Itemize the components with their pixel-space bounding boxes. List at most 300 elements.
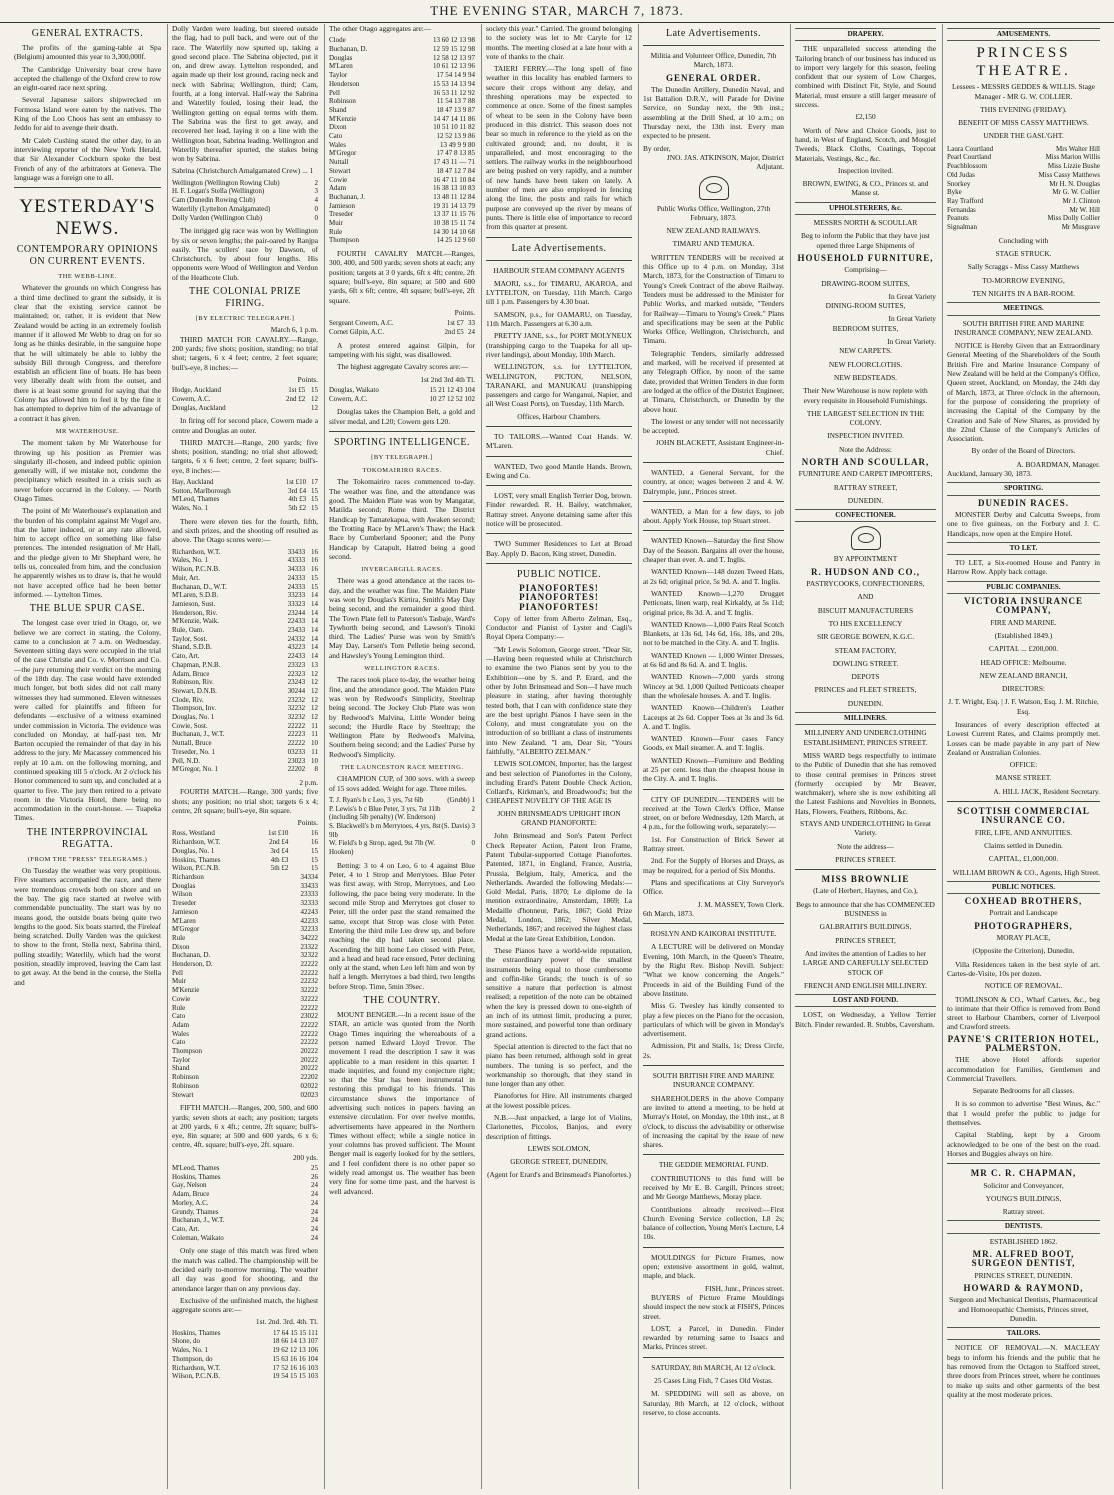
table-cell-name: Clode, Riv. — [172, 695, 204, 704]
race-row — [329, 796, 475, 805]
table-cell-value: 12 — [311, 394, 318, 403]
score-row — [172, 739, 318, 748]
score-row — [329, 202, 475, 211]
score-row — [172, 687, 318, 696]
score-row — [172, 1064, 318, 1073]
result-line: Sabrina (Christchurch Amalgamated Crew) ... 1 — [172, 166, 314, 176]
princess-theatre-heading: PRINCESS THEATRE. — [976, 45, 1071, 80]
table-cell-value: 3rd £4 — [288, 486, 307, 495]
score-row — [172, 609, 318, 618]
table-cell-name: P. Lewis's b c Blue Peter, 3 yrs, 7st 11lb (including 5lb penalty) (W. Enderson) — [329, 804, 441, 822]
advert: WANTED Known—Furniture and Bedding at 25 per cent. less than the cheapest house in the City. A. and T. Inglis. — [643, 755, 784, 784]
table-cell-value — [254, 969, 289, 978]
table-cell-value: 14 — [311, 608, 318, 617]
table-cell-value: 34222 — [300, 933, 318, 942]
table-cell-name: Treseder — [329, 210, 354, 219]
table-cell-value: 33233 — [287, 591, 306, 600]
score-row — [172, 1012, 318, 1021]
divider — [14, 187, 161, 188]
table-cell-name: Cowern, A.C. — [172, 394, 211, 403]
table-cell-value — [254, 951, 289, 960]
drawing-suites: DRAWING-ROOM SUITES, — [821, 278, 910, 288]
table-cell-name: Henderson, D. — [172, 960, 213, 969]
table-cell-value: 1st £10 — [268, 829, 289, 838]
score-row — [329, 106, 475, 115]
score-row — [172, 899, 318, 908]
table-cell-name: Douglas, No. 1 — [172, 846, 215, 855]
table-cell-name: Signalman — [947, 223, 977, 232]
table-cell-value: 26 — [311, 1172, 318, 1181]
score-row — [172, 1355, 318, 1364]
table-cell-name: Cato — [329, 132, 343, 141]
dentists-category: DENTISTS. — [947, 1220, 1100, 1233]
article-text: MOUNT BENGER.—In a recent issue of the STAR, an article was quoted from the North Otago Times inquiring the whereabouts of a person named Edward Lloyd Trevor. The movement I read the description I saw it was applicable to a man resident in this quarter. I made inquiries, and found my conjecture right; so that the Star has been instrumental in restoring this prodigal to his friends. This circumstance shows the importance of advertising such notices in papers having an extensive circulation. For over twelve months, advertisements have appeared in the Northern Times without effect; while a single notice in your columns has proved sufficient. The Mount Benger mail is eagerly looked for by the settlers, and I feel confident there is no other paper so widely read amongst us. The weather has been very fine for some time past, and the harvest is well advanced. — [329, 1010, 475, 1196]
table-cell-name: Buchanan, J. — [329, 192, 365, 201]
score-row — [172, 395, 318, 404]
chapman-heading: MR C. R. CHAPMAN, — [970, 1168, 1077, 1179]
score-row — [172, 917, 318, 926]
boardman-sign: A. BOARDMAN, Manager. — [1016, 459, 1100, 469]
article-text: Douglas takes the Champion Belt, a gold and silver medal, and L20; Cowern gets L20. — [329, 407, 475, 426]
advert: TWO Summer Residences to Let at Broad Bay. Apply D. Bacon, King street, Dunedin. — [486, 539, 632, 558]
table-cell-value: 15 — [311, 386, 318, 395]
table-cell-name: Wilson — [172, 890, 192, 899]
table-cell-value — [254, 1056, 289, 1065]
table-cell-value: 1st £10 — [285, 478, 307, 487]
score-row — [172, 864, 318, 873]
table-cell-name: Pell — [172, 968, 183, 977]
column-1 — [10, 24, 165, 1489]
divider — [486, 563, 632, 564]
table-cell-value: (Grubb) 1 — [447, 795, 475, 804]
cast-row — [947, 171, 1100, 180]
score-row — [172, 565, 318, 574]
galbraith-line: GALBRAITH'S BUILDINGS, — [819, 922, 912, 932]
sale-date: SATURDAY, 8th MARCH, At 12 o'clock. — [651, 1362, 776, 1372]
table-cell-value: Mr W. Hill — [1069, 205, 1100, 214]
race-row — [329, 805, 475, 822]
advert: It is so common to advertise "Best Wines, &c." that I would prefer the public to judge for themselves. — [947, 1099, 1100, 1128]
table-cell-name: Jamieson, Sust. — [172, 599, 216, 608]
lessees-line: Lessees - MESSRS GEDDES & WILLIS. Stage Manager - MR G. W. COLLIER. — [952, 82, 1095, 101]
score-row — [172, 1208, 318, 1217]
table-cell-name: Wales, No. 1 — [172, 504, 208, 513]
score-row — [172, 386, 318, 395]
table-cell-value: 1st £7 — [446, 319, 464, 328]
head-office: HEAD OFFICE: Melbourne. — [980, 657, 1067, 667]
article-text: The highest aggregate Cavalry scores are:— — [337, 362, 469, 372]
table-cell-name: Thompson, Inv. — [172, 704, 217, 713]
cast-row — [947, 180, 1100, 189]
table-cell-value: 18 47 12 7 84 — [436, 166, 475, 175]
sbfm-heading: SOUTH BRITISH FIRE AND MARINE INSURANCE COMPANY. — [652, 1071, 775, 1090]
table-cell-name: M'Gregor — [172, 925, 200, 934]
table-cell-name: Hoskins, Thames — [172, 855, 221, 864]
table-cell-name: Wales, No. 1 — [172, 1346, 208, 1355]
meetings-category: MEETINGS. — [947, 302, 1100, 315]
advert: WANTED Known—Saturday the first Show Day of the Season. Bargains all over the house, cheaper than ever. A. and T. Inglis. — [643, 536, 784, 565]
table-cell-value — [254, 1021, 289, 1030]
steam-line: STEAM FACTORY, — [834, 645, 897, 655]
table-cell-value: 10 51 10 11 82 — [433, 123, 475, 132]
score-row — [329, 115, 475, 124]
ns-big: NORTH AND SCOULLAR, — [801, 456, 930, 467]
table-cell-name: Snorkey — [947, 179, 971, 188]
divider — [643, 1154, 784, 1155]
opinions-heading: CONTEMPORARY OPINIONS ON CURRENT EVENTS. — [16, 244, 159, 268]
table-cell-value: 17 — [311, 478, 318, 487]
table-cell-value — [254, 986, 289, 995]
table-cell-value: 24 — [311, 1190, 318, 1199]
pianofortes-heading: PIANOFORTES! PIANOFORTES! PIANOFORTES! — [519, 582, 599, 612]
article-text: Betting: 3 to 4 on Leo, 6 to 4 against Blue Peter, 4 to 1 Strop and Merrytoes. Blue Peter was first away, with Strop, Merrytoes, and Leo following, the pace being very moderate. In the second mile Strop and Merrytoes got closer to Peter, till the order past the stand remained the same, except that Strop was close with Peter. Entering the third mile Leo drew up, and before reaching the dip had taken second place. Ascending the hill home Leo closed with Peter, and a head and head race ensued, Peter declining only at the stand, when Leo left him and won by half a length. Merrytoes a bad third, two lengths before Strop. Time, 5min 39sec. — [329, 860, 475, 991]
table-cell-value: 10 — [311, 739, 318, 748]
benefit-line: BENEFIT OF MISS CASSY MATTHEWS. — [958, 118, 1089, 128]
table-cell-name: Pell, N.D. — [172, 756, 200, 765]
table-cell-name: Shand, S.D.B. — [172, 643, 212, 652]
score-row — [329, 167, 475, 176]
score-row — [329, 184, 475, 193]
table-cell-value: 10 27 12 52 102 — [429, 394, 475, 403]
points-label: Points. — [297, 818, 318, 828]
advert: WANTED, Two good Mantle Hands. Brown, Ewing and Co. — [486, 461, 632, 480]
table-cell-name: M'Gregor — [329, 149, 357, 158]
table-cell-name: Richardson — [172, 873, 204, 881]
table-cell-value: 13 60 12 13 98 — [433, 36, 475, 45]
table-cell-value — [254, 1091, 289, 1100]
advert: BUYERS of Picture Frame Mouldings should inspect the new stock at FISH'S, Princes street. — [643, 1292, 784, 1321]
score-row — [172, 765, 318, 774]
advert: Capital Stabling, kept by a Groom acknowledged to be one of the best on the road. Horses and Buggies always on hire. — [947, 1130, 1100, 1158]
atkinson-sign: JNO. JAS. ATKINSON, Major, District Adjutant. — [666, 152, 784, 172]
table-cell-name: Cato — [172, 1012, 186, 1021]
table-cell-value: 30244 — [287, 686, 306, 695]
rattray-line: RATTRAY STREET, — [833, 482, 898, 492]
table-cell-value: 16 — [311, 556, 318, 565]
table-cell-value — [254, 960, 289, 969]
table-cell-value — [254, 908, 289, 917]
score-row — [172, 1173, 318, 1182]
table-cell-name: Cato, Art. — [172, 652, 200, 661]
table-cell-name: Adam, Bruce — [172, 669, 210, 678]
table-cell-value: 24 — [468, 327, 475, 336]
score-row — [172, 591, 318, 600]
table-cell-name: M'Gregor, No. 1 — [172, 765, 219, 774]
agg-header: 1st 2nd 3rd 4th Tl. — [420, 374, 475, 384]
table-cell-value: 15 — [311, 486, 318, 495]
advert: The Dunedin Artillery, Dunedin Naval, and 1st Battalion D.R.V., will Parade for Divine Service, on Sunday next, the 9th inst.; assembling at the Drill Shed, at 10 a.m.; on Thursday next, the 13th inst. Every man expected to be present. — [643, 84, 784, 141]
cast-table — [947, 145, 1100, 232]
score-row — [172, 757, 318, 766]
wellington-races-heading: WELLINGTON RACES. — [364, 665, 440, 673]
table-cell-name: M'Laren, S.D.B. — [172, 591, 219, 600]
regatta-results-table — [172, 179, 318, 223]
table-cell-value: 23323 — [287, 660, 306, 669]
table-cell-value: 14 — [311, 626, 318, 635]
article-text: On Tuesday the weather was very propitious. Five steamers accompanied the race, and there were tremendous crowds both on shore and on the bay. The gig race started at twelve with commendable punctuality. The start was by no means good, the outside boats being quite two lengths to the good. Six boats started, the Fireleaf being scratched. Dolly Varden was the quickest to show to the front, Stella next, Sabrina third, pulling steadily; Waterlily, which had the worst position, steadily improved, leaving the Cam last to get away. At the bend in the course, the Stella and — [14, 866, 161, 987]
article-text: Dolly Varden were leading, but steered outside the flag, had to pull back, and were out of the race. The Waterlily now spurted up, taking a good second place. The Sabrina objected, put it on, and drew away. Lyttelton responded, and again made up their lost ground, racing neck and neck with Sabrina; Wellington, third; Cam, fourth, at a long interval. Half-way the Sabrina and Waterlily fouled, losing their lead, the Wellington getting on equal terms with them. The Sabrina was the first to get away, and recovered her lead, laying it on a line with the Wellington boat, Sabrina leading. Wellington and Waterlily thereafter spurted, the stakes being won by Sabrina. — [172, 24, 318, 164]
table-cell-value: 22222 — [300, 1029, 318, 1038]
advert: Worth of New and Choice Goods, just to hand, in West of England, Scotch, and Mosgiel Tweeds, Black Cloths, Coatings, Topcoat Materials, Vestings, &c., &c. — [795, 125, 936, 163]
table-cell-value: 23433 — [287, 626, 306, 635]
table-cell-value: 20222 — [300, 1064, 318, 1073]
column-3 — [324, 24, 479, 1489]
stage-struck: STAGE STRUCK. — [995, 249, 1052, 259]
sporting-category: SPORTING. — [947, 482, 1100, 495]
score-row — [329, 97, 475, 106]
table-cell-value: 17 43 11 — 71 — [433, 158, 475, 167]
advert-sign: Offices, Harbour Chambers. — [517, 411, 601, 421]
advert: THE unparalleled success attending the Tailoring branch of our business has induced us to import very largely for this season, feeling confident that our system of Low Charges, combined with Distinct Fit, Style, and Sound Material, must ensure a still larger measure of success. — [795, 44, 936, 110]
table-cell-value: 13 37 11 15 76 — [433, 210, 475, 219]
blackett-sign: JOHN BLACKETT, Assistant Engineer-in-Chief. — [655, 438, 784, 457]
table-cell-value — [254, 1030, 289, 1039]
table-cell-name: Gay, Nelson — [172, 1181, 207, 1190]
lost-found-category: LOST AND FOUND. — [795, 994, 936, 1007]
brinsmead-heading: JOHN BRINSMEAD'S UPRIGHT IRON GRAND PIANOFORTE: — [497, 808, 621, 828]
dowling-line: DOWLING STREET. — [832, 658, 899, 668]
table-cell-value: 02023 — [300, 1090, 318, 1099]
cast-row — [947, 145, 1100, 154]
score-row — [329, 319, 475, 328]
score-row — [172, 977, 318, 986]
score-row — [172, 1199, 318, 1208]
princes-line: PRINCES STREET. — [835, 854, 896, 864]
crest-icon — [699, 176, 729, 200]
table-cell-value: 16 — [311, 547, 318, 556]
table-cell-name: Wales — [172, 1029, 189, 1038]
advert: WANTED Known—Four cases Fancy Goods, ex Mail steamer. A. and T. Inglis. — [643, 734, 784, 753]
advert: WANTED Known—Children's Leather Laceups at 2s 6d. Copper Toes at 3s and 3s 6d. A. and T. Inglis. — [643, 703, 784, 731]
table-cell-name: Wilson, P.C.N.B. — [172, 565, 220, 574]
table-cell-value: 11 — [311, 730, 318, 739]
table-cell-name: Nuttall, Bruce — [172, 739, 212, 748]
advert: MAORI, s.s., for TIMARU, AKAROA, and LYTTELTON, on Tuesday, 11th March. Cargo till 1 p.m. Passengers by 4.30 boat. — [486, 278, 632, 307]
table-cell-value: 15 53 14 13 94 — [433, 79, 475, 88]
score-row — [172, 1181, 318, 1190]
score-row — [172, 986, 318, 995]
table-cell-value: Mr H. N. Douglas — [1049, 179, 1100, 188]
table-cell-name: Ray Trafford — [947, 197, 984, 205]
advert: THE above Hotel affords superior accommodation for Families, Gentlemen and Commercial Travellers. — [947, 1055, 1100, 1083]
article-text: TAIERI FERRY.—The long spell of fine weather in this locality has enabled farmers to secure their crops without any delay, and threshing operations may be expected to commence at once. Some of the finest samples of wheat to be seen in the Colony have been produced in this district. This season does not bear so much in reference to the yield as on the cultivated ground; and, no doubt, it is unparalleled, and most encouraging to the settlers. The railway works in the neighbourhood are being pushed on very rapidly, and a number of new hands have been taken on lately. A number of men are also employed in fencing along the line, the posts and rails for which purpose are conveyed up the river by means of punts. There is little else of importance to record from this quarter at present. — [486, 64, 632, 232]
advert: WANTED, a General Servant, for the country, at once; wages between 2 and 4. W. Dalrymple, junr., Princes street. — [643, 467, 784, 496]
score-row — [172, 890, 318, 899]
table-cell-value — [254, 1012, 289, 1021]
tomorrow-line: TO-MORROW EVENING, — [982, 275, 1065, 285]
table-cell-value: 23022 — [300, 1012, 318, 1021]
general-extracts-heading: GENERAL EXTRACTS. — [31, 28, 144, 39]
milliners-category: MILLINERS. — [795, 712, 936, 725]
table-cell-value: 1st £5 — [288, 386, 306, 395]
table-cell-name: Clode — [329, 36, 346, 45]
score-row — [172, 556, 318, 565]
score-row — [172, 960, 318, 969]
advert: MISS WARD begs respectfully to intimate to the Public of Dunedin that she has removed to those central premises in Princes street (formerly occupied by Mr Beaver, watchmaker), where she is now exhibiting all the Latest Fashions and Novelties in Bonnets, Hats, Flowers, Feathers, Ribbons, &c. — [795, 750, 936, 816]
table-cell-name: Robinson, Riv. — [172, 678, 214, 687]
advert: Copy of letter from Alberto Zelman, Esq., Conductor and Pianist of Lyster and Cagli's Royal Opera Company:— — [486, 613, 632, 642]
table-cell-value: 24 — [311, 1181, 318, 1190]
score-row — [172, 1364, 318, 1373]
table-cell-value: 22202 — [300, 1073, 318, 1082]
invercargill-heading: INVERCARGILL RACES. — [361, 566, 443, 574]
table-cell-value — [270, 404, 305, 413]
table-cell-name: M'Laren — [329, 62, 353, 71]
table-cell-value: 43223 — [287, 643, 306, 652]
score-row — [172, 730, 318, 739]
new-floorcloths: NEW FLOORCLOTHS. — [828, 359, 903, 369]
divider — [486, 426, 632, 427]
table-cell-name: Hay, Auckland — [172, 478, 214, 487]
table-cell-name: S. Blackwell's b m Merrytoes, 4 yrs, 8st 9lb — [329, 822, 441, 839]
table-cell-name: Robinson — [172, 1073, 199, 1082]
webb-line-heading: THE WEBB-LINE. — [58, 273, 117, 281]
table-cell-name: Cam (Dunedin Rowing Club) — [172, 196, 256, 205]
table-cell-value — [254, 917, 289, 926]
table-cell-name: Dixon — [329, 123, 347, 132]
score-row — [172, 1038, 318, 1047]
cast-row — [947, 197, 1100, 206]
divider — [947, 801, 1100, 802]
lewis-agent: (Agent for Erard's and Brinsmead's Pianofortes.) — [487, 1170, 631, 1180]
article-text: The races took place to-day, the weather being fine, and the attendance good. The Maiden Plate was won by Redwood's Simplicity, Steeltrap being second. The Jockey Club Plate was won by Redwood's Malvina, Little Wonder being second; the Hurdle Race by Steeltrap; the Wellington Plate by Redwood's Malvina, Southern being second; and the Ladies' Purse by Redwood's Simplicity. — [329, 675, 475, 759]
score-row — [172, 1216, 318, 1225]
score-row — [172, 1164, 318, 1173]
score-row — [329, 328, 475, 337]
cavalry-aggregate-table — [329, 386, 475, 403]
table-cell-name: Peanuts — [947, 214, 969, 223]
table-cell-value: 34333 — [287, 565, 306, 574]
table-cell-value: 15 — [311, 864, 318, 873]
table-cell-value: 15 — [311, 582, 318, 591]
note-line: Note the Address: — [839, 444, 892, 454]
divider — [486, 237, 632, 238]
and-line: AND — [857, 592, 874, 602]
table-cell-name: Old Judas — [947, 170, 975, 179]
yards-label: 200 yds. — [292, 1152, 318, 1162]
score-row — [172, 908, 318, 917]
prize-table — [172, 386, 318, 412]
table-cell-name: Cowie, Sost. — [172, 721, 208, 730]
score-row — [329, 149, 475, 158]
new-bedsteads: NEW BEDSTEADS. — [833, 372, 898, 382]
french-line: FRENCH AND ENGLISH MILLINERY. — [803, 980, 928, 990]
table-cell-name: Buchanan, D. — [172, 951, 211, 960]
table-cell-name: Shand — [329, 105, 347, 114]
score-row — [172, 626, 318, 635]
table-cell-name: Stewart, D.N.B. — [172, 686, 217, 695]
table-cell-name: Peachblossom — [947, 162, 988, 171]
table-cell-value: 22232 — [300, 977, 318, 986]
advert: SAMSON, p.s., for OAMARU, on Tuesday, 11th March. Passengers at 6.30 a.m. — [486, 309, 632, 329]
race-row — [329, 839, 475, 856]
otago-scores-table — [172, 548, 318, 774]
advert: MONSTER Derby and Calcutta Sweeps, from one to five guineas, on the Forbury and J. C. Handicaps, now open at the Empire Hotel. — [947, 509, 1100, 538]
ns-heading: MESSRS NORTH & SCOULLAR — [813, 218, 918, 228]
table-cell-value — [254, 1073, 289, 1082]
table-cell-value — [254, 1064, 289, 1073]
table-cell-value: 32333 — [300, 899, 318, 908]
table-cell-name: Thompson — [329, 236, 359, 245]
advert: TO TAILORS.—Wanted Coat Hands. W. M'Laren. — [486, 431, 632, 451]
divider — [643, 45, 784, 46]
bedroom-suites: BEDROOM SUITES, — [832, 323, 899, 333]
table-cell-value: 12 58 12 13 97 — [433, 53, 475, 62]
result-row — [172, 196, 318, 205]
table-cell-value: 24 — [311, 1207, 318, 1216]
coxhead-heading: COXHEAD BROTHERS, — [964, 896, 1083, 907]
table-cell-name: Buchanan, D. — [329, 45, 368, 53]
variety: In Great Variety — [888, 314, 936, 324]
ns-intro: Beg to inform the Public that they have just opened three Large Shipments of — [801, 231, 930, 250]
this-evening: THIS EVENING (FRIDAY). — [980, 104, 1067, 114]
table-cell-value: 16 — [311, 565, 318, 574]
claims-line: Claims settled in Dunedin. — [984, 840, 1063, 850]
table-cell-name: Shand — [172, 1064, 190, 1073]
table-cell-name: Robinson — [329, 97, 356, 106]
table-cell-value: 0 — [471, 839, 475, 848]
rattray-line: Rattray street. — [1002, 1207, 1045, 1217]
royal-arms-icon — [851, 526, 881, 550]
table-cell-value: 13 — [311, 660, 318, 669]
scottish-heading: SCOTTISH COMMERCIAL INSURANCE CO. — [957, 806, 1090, 826]
score-row — [329, 193, 475, 202]
table-cell-value: 25 — [311, 1164, 318, 1173]
photographers-line: PHOTOGRAPHERS, — [974, 920, 1073, 931]
solicitor-line: Solicitor and Conveyancer, — [983, 1180, 1064, 1190]
masthead: THE EVENING STAR, MARCH 7, 1873. — [0, 0, 1114, 23]
table-cell-value: 03233 — [287, 747, 306, 756]
separate-line: Separate Bedrooms for all classes. — [972, 1086, 1075, 1096]
article-text: A protest entered against Gilpin, for tampering with his sight, was disallowed. — [329, 340, 475, 359]
table-cell-value: 11 — [311, 721, 318, 730]
table-cell-value: 10 38 15 11 74 — [433, 219, 475, 228]
table-cell-name: Dixon — [172, 942, 190, 951]
table-cell-name: Waterlily (Lyttelton Amalgamated) — [172, 204, 271, 213]
table-cell-name: Wilson, P.C.N.B. — [172, 1372, 220, 1381]
table-cell-value — [254, 1047, 289, 1056]
table-cell-name: Byke — [947, 188, 962, 197]
table-cell-name: M'Kenzie — [329, 114, 357, 123]
table-cell-value: 43333 — [287, 556, 306, 565]
third-match-table — [172, 478, 318, 513]
auckland-date: Auckland, January 30, 1873. — [947, 469, 1032, 479]
table-cell-value: 15 — [311, 504, 318, 513]
score-row — [172, 600, 318, 609]
fci-line: FURNITURE AND CARPET IMPORTERS, — [798, 469, 933, 479]
table-cell-value: 17 64 15 15 111 — [273, 1328, 318, 1337]
sporting-heading: SPORTING INTELLIGENCE. — [334, 436, 470, 448]
advert: CITY OF DUNEDIN.—TENDERS will be received at the Town Clerk's Office, Manse street, on or before Wednesday, 12th March, at 4 p.m., for the following work, separately:— — [643, 794, 784, 832]
advert: Special attention is directed to the fact that no piano has been returned, although sold in great numbers. The tuning is so perfect, and the workmanship so thorough, that they stand in tune longer than any other. — [486, 1041, 632, 1089]
table-cell-name: Sergeant Cowern, A.C. — [329, 319, 394, 328]
table-cell-value: 34334 — [300, 873, 318, 881]
article-text: The longest case ever tried in Otago, or, we believe we are correct in stating, the Colony, came to a conclusion at 7 a.m. on Wednesday. Seventeen sitting days were occupied in the trial of the case Christie and Co. v. Morrison and Co.—the jury returning their verdict on the morning of the 18th day. The case would have extended much longer, but both sides did not call many witnesses they had summoned. Eleven witnesses were called for plaintiffs and fifteen for defendants —exclusive of a witness examined under commission in Victoria. The evidence was concluded on Monday, at half-past ten. Mr Barton occupied the remainder of that day in his address to the jury. Mr Macassey commenced his reply at 10 a.m. on the following morning, and continued speaking till 5 o'clock. At 2 o'clock his Honor commenced to sum up, and concluded at a quarter to five. The jury then retired to a private room in the Victoria Hotel, there being no accommodation in the court-house. — Tuapeka Times. — [14, 618, 161, 823]
table-cell-value: 12 — [311, 403, 318, 412]
advert: N.B.—Just unpacked, a large lot of Violins, Clarionettes, Piccolos, Banjos, and every description of fittings. — [486, 1112, 632, 1141]
concluding-line: Concluding with — [998, 235, 1049, 245]
table-cell-name: Stewart — [172, 1090, 194, 1099]
table-cell-value: 3rd £4 — [270, 846, 289, 855]
table-cell-name: Morley, A.C. — [172, 1198, 209, 1207]
stays-line: STAYS AND UNDERCLOTHING In Great Variety. — [800, 819, 931, 838]
table-cell-name: Douglas, No. 1 — [172, 713, 215, 722]
table-cell-value: 17 52 16 16 103 — [272, 1363, 318, 1372]
variety: In Great Variety. — [887, 337, 936, 347]
table-cell-value: 8 — [314, 765, 318, 774]
table-cell-value: 12 — [311, 713, 318, 722]
article-text: The other Otago aggregates are:— — [329, 24, 432, 33]
